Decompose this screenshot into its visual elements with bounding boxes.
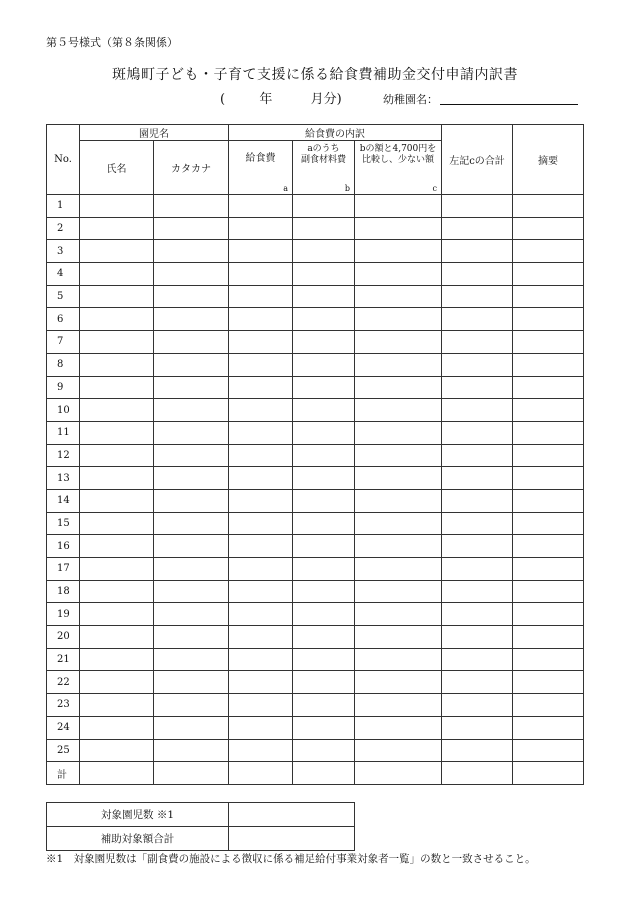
cell-kana[interactable]	[154, 444, 229, 467]
cell-remarks[interactable]	[513, 694, 584, 717]
cell-total-c[interactable]	[442, 603, 513, 626]
header-meal-fee	[229, 141, 293, 195]
cell-total-c[interactable]	[442, 716, 513, 739]
cell-meal-fee[interactable]	[229, 467, 293, 490]
lesser-line2: 比較し、少ない額	[362, 155, 435, 165]
cell-meal-fee[interactable]	[229, 421, 293, 444]
table-row	[47, 626, 584, 649]
cell-kana[interactable]	[154, 353, 229, 376]
cell-kana[interactable]	[154, 535, 229, 558]
period-year: 年	[259, 92, 273, 107]
cell-kana[interactable]	[154, 512, 229, 535]
row-no: 21	[47, 648, 80, 671]
table-row	[47, 580, 584, 603]
table-row	[47, 694, 584, 717]
cell-remarks[interactable]	[513, 739, 584, 762]
cell-lesser-amount[interactable]	[355, 353, 442, 376]
header-lesser-amount	[355, 141, 442, 195]
table-row	[47, 535, 584, 558]
cell-meal-fee[interactable]	[229, 671, 293, 694]
cell-name[interactable]	[80, 671, 154, 694]
cell-total-c[interactable]	[442, 671, 513, 694]
cell-side-dish[interactable]	[293, 376, 355, 399]
table-row	[47, 195, 584, 218]
cell-kana[interactable]	[154, 580, 229, 603]
cell-total-c[interactable]	[442, 285, 513, 308]
table-row	[47, 217, 584, 240]
cell-side-dish[interactable]	[293, 694, 355, 717]
table-row	[47, 399, 584, 422]
cell-side-dish[interactable]	[293, 626, 355, 649]
summary-table	[46, 802, 355, 851]
cell-total-c[interactable]	[442, 512, 513, 535]
cell-total-c[interactable]	[442, 444, 513, 467]
row-no: 5	[47, 285, 80, 308]
cell-total-c[interactable]	[442, 399, 513, 422]
cell-name[interactable]	[80, 694, 154, 717]
cell-meal-fee[interactable]	[229, 739, 293, 762]
target-children-label: 対象園児数 ※1	[47, 803, 229, 827]
cell-lesser-amount[interactable]	[355, 195, 442, 218]
cell-lesser-amount[interactable]	[355, 716, 442, 739]
row-no: 7	[47, 331, 80, 354]
cell-lesser-amount[interactable]	[355, 626, 442, 649]
cell-kana[interactable]	[154, 240, 229, 263]
row-no: 12	[47, 444, 80, 467]
cell-remarks[interactable]	[513, 376, 584, 399]
cell-total-c[interactable]	[442, 240, 513, 263]
cell-name[interactable]	[80, 716, 154, 739]
cell-meal-fee[interactable]	[229, 240, 293, 263]
row-no: 10	[47, 399, 80, 422]
cell-side-dish[interactable]	[293, 739, 355, 762]
table-row	[47, 376, 584, 399]
cell-total-c[interactable]	[442, 694, 513, 717]
table-row	[47, 421, 584, 444]
cell-kana[interactable]	[154, 648, 229, 671]
cell-lesser-amount[interactable]	[355, 603, 442, 626]
cell-lesser-amount[interactable]	[355, 240, 442, 263]
row-no: 4	[47, 263, 80, 286]
row-no: 17	[47, 558, 80, 581]
cell-lesser-amount[interactable]	[355, 263, 442, 286]
cell-side-dish[interactable]	[293, 535, 355, 558]
cell-name[interactable]	[80, 240, 154, 263]
cell-lesser-amount[interactable]	[355, 376, 442, 399]
cell-side-dish[interactable]	[293, 353, 355, 376]
cell-total-c[interactable]	[442, 626, 513, 649]
cell-total-c[interactable]	[442, 535, 513, 558]
table-row	[47, 353, 584, 376]
cell-meal-fee[interactable]	[229, 376, 293, 399]
cell-kana[interactable]	[154, 195, 229, 218]
cell-name[interactable]	[80, 512, 154, 535]
row-no: 13	[47, 467, 80, 490]
cell-lesser-amount[interactable]	[355, 580, 442, 603]
cell-side-dish[interactable]	[293, 308, 355, 331]
header-breakdown-group: 給食費の内訳	[229, 125, 442, 141]
cell-lesser-amount[interactable]	[355, 489, 442, 512]
table-row	[47, 603, 584, 626]
cell-remarks[interactable]	[513, 285, 584, 308]
cell-remarks[interactable]	[513, 263, 584, 286]
cell-kana[interactable]	[154, 376, 229, 399]
cell-meal-fee[interactable]	[229, 603, 293, 626]
table-row	[47, 671, 584, 694]
table-row	[47, 558, 584, 581]
cell-kana[interactable]	[154, 467, 229, 490]
row-no: 18	[47, 580, 80, 603]
cell-side-dish[interactable]	[293, 421, 355, 444]
cell-side-dish[interactable]	[293, 716, 355, 739]
meal-fee-letter: a	[283, 184, 288, 193]
cell-kana[interactable]	[154, 399, 229, 422]
cell-side-dish[interactable]	[293, 240, 355, 263]
header-name: 氏名	[80, 141, 154, 195]
row-no: 24	[47, 716, 80, 739]
cell-remarks[interactable]	[513, 489, 584, 512]
cell-kana[interactable]	[154, 603, 229, 626]
row-no: 23	[47, 694, 80, 717]
cell-side-dish[interactable]	[293, 558, 355, 581]
cell-remarks[interactable]	[513, 467, 584, 490]
cell-name[interactable]	[80, 558, 154, 581]
cell-name[interactable]	[80, 762, 154, 785]
cell-total-c[interactable]	[442, 558, 513, 581]
cell-kana[interactable]	[154, 489, 229, 512]
cell-total-c[interactable]	[442, 308, 513, 331]
cell-meal-fee[interactable]	[229, 716, 293, 739]
subsidy-total-value[interactable]	[229, 827, 355, 851]
cell-side-dish[interactable]	[293, 195, 355, 218]
lesser-line1: bの額と4,700円を	[359, 144, 437, 154]
cell-total-c[interactable]	[442, 648, 513, 671]
cell-name[interactable]	[80, 263, 154, 286]
cell-name[interactable]	[80, 353, 154, 376]
row-no: 9	[47, 376, 80, 399]
cell-name[interactable]	[80, 331, 154, 354]
cell-total-c[interactable]	[442, 195, 513, 218]
cell-lesser-amount[interactable]	[355, 444, 442, 467]
period-line	[220, 88, 342, 107]
cell-lesser-amount[interactable]	[355, 535, 442, 558]
row-no: 20	[47, 626, 80, 649]
footnote: ※1 対象園児数は「副食費の施設による徴収に係る補足給付事業対象者一覧」の数と一致させること。	[46, 853, 536, 865]
cell-lesser-amount[interactable]	[355, 671, 442, 694]
table-row	[47, 331, 584, 354]
cell-remarks[interactable]	[513, 558, 584, 581]
row-no: 3	[47, 240, 80, 263]
cell-name[interactable]	[80, 444, 154, 467]
cell-total-c[interactable]	[442, 421, 513, 444]
row-no: 22	[47, 671, 80, 694]
cell-meal-fee[interactable]	[229, 489, 293, 512]
cell-remarks[interactable]	[513, 399, 584, 422]
header-total-c: 左記cの合計	[442, 125, 513, 195]
cell-remarks[interactable]	[513, 195, 584, 218]
cell-kana[interactable]	[154, 331, 229, 354]
row-no: 15	[47, 512, 80, 535]
cell-kana[interactable]	[154, 308, 229, 331]
row-no: 25	[47, 739, 80, 762]
cell-side-dish[interactable]	[293, 467, 355, 490]
cell-remarks[interactable]	[513, 217, 584, 240]
row-no: 11	[47, 421, 80, 444]
cell-meal-fee[interactable]	[229, 263, 293, 286]
cell-total-c[interactable]	[442, 467, 513, 490]
cell-kana[interactable]	[154, 626, 229, 649]
header-child-group: 園児名	[80, 125, 229, 141]
cell-remarks[interactable]	[513, 716, 584, 739]
cell-lesser-amount[interactable]	[355, 648, 442, 671]
cell-kana[interactable]	[154, 694, 229, 717]
period-open: (	[220, 92, 226, 107]
cell-meal-fee[interactable]	[229, 217, 293, 240]
cell-meal-fee[interactable]	[229, 353, 293, 376]
cell-side-dish[interactable]	[293, 263, 355, 286]
table-row	[47, 739, 584, 762]
cell-remarks[interactable]	[513, 626, 584, 649]
cell-kana[interactable]	[154, 739, 229, 762]
cell-total-c[interactable]	[442, 217, 513, 240]
cell-kana[interactable]	[154, 716, 229, 739]
kindergarten-label: 幼稚園名：	[383, 93, 438, 106]
cell-meal-fee[interactable]	[229, 285, 293, 308]
cell-lesser-amount[interactable]	[355, 285, 442, 308]
cell-remarks[interactable]	[513, 421, 584, 444]
cell-side-dish[interactable]	[293, 762, 355, 785]
cell-side-dish[interactable]	[293, 399, 355, 422]
cell-total-c[interactable]	[442, 489, 513, 512]
cell-side-dish[interactable]	[293, 580, 355, 603]
row-no: 8	[47, 353, 80, 376]
cell-name[interactable]	[80, 285, 154, 308]
cell-name[interactable]	[80, 626, 154, 649]
cell-remarks[interactable]	[513, 535, 584, 558]
cell-kana[interactable]	[154, 217, 229, 240]
cell-meal-fee[interactable]	[229, 399, 293, 422]
target-children-value[interactable]	[229, 803, 355, 827]
table-row	[47, 308, 584, 331]
row-no: 19	[47, 603, 80, 626]
cell-name[interactable]	[80, 467, 154, 490]
cell-lesser-amount[interactable]	[355, 308, 442, 331]
cell-remarks[interactable]	[513, 512, 584, 535]
cell-total-c[interactable]	[442, 353, 513, 376]
cell-name[interactable]	[80, 376, 154, 399]
cell-side-dish[interactable]	[293, 331, 355, 354]
cell-meal-fee[interactable]	[229, 648, 293, 671]
cell-lesser-amount[interactable]	[355, 399, 442, 422]
cell-name[interactable]	[80, 195, 154, 218]
table-row	[47, 240, 584, 263]
table-row	[47, 263, 584, 286]
cell-meal-fee[interactable]	[229, 512, 293, 535]
cell-remarks[interactable]	[513, 444, 584, 467]
cell-side-dish[interactable]	[293, 648, 355, 671]
row-no: 16	[47, 535, 80, 558]
cell-remarks[interactable]	[513, 762, 584, 785]
side-dish-line2: 副食材料費	[300, 155, 346, 165]
header-kana: カタカナ	[154, 141, 229, 195]
cell-side-dish[interactable]	[293, 603, 355, 626]
subsidy-total-label: 補助対象額合計	[47, 827, 229, 851]
cell-kana[interactable]	[154, 762, 229, 785]
cell-meal-fee[interactable]	[229, 535, 293, 558]
cell-remarks[interactable]	[513, 603, 584, 626]
table-row	[47, 489, 584, 512]
cell-side-dish[interactable]	[293, 489, 355, 512]
kindergarten-name-field[interactable]	[440, 104, 578, 105]
row-no: 6	[47, 308, 80, 331]
cell-total-c[interactable]	[442, 263, 513, 286]
row-no: 14	[47, 489, 80, 512]
cell-lesser-amount[interactable]	[355, 558, 442, 581]
header-side-dish	[293, 141, 355, 195]
cell-name[interactable]	[80, 603, 154, 626]
cell-remarks[interactable]	[513, 648, 584, 671]
cell-remarks[interactable]	[513, 353, 584, 376]
table-row	[47, 444, 584, 467]
cell-name[interactable]	[80, 580, 154, 603]
cell-name[interactable]	[80, 399, 154, 422]
header-no: No.	[47, 125, 80, 195]
cell-meal-fee[interactable]	[229, 331, 293, 354]
cell-name[interactable]	[80, 217, 154, 240]
header-remarks: 摘要	[513, 125, 584, 195]
cell-lesser-amount[interactable]	[355, 762, 442, 785]
cell-lesser-amount[interactable]	[355, 739, 442, 762]
cell-kana[interactable]	[154, 421, 229, 444]
cell-lesser-amount[interactable]	[355, 421, 442, 444]
cell-name[interactable]	[80, 739, 154, 762]
cell-name[interactable]	[80, 489, 154, 512]
table-row	[47, 467, 584, 490]
cell-meal-fee[interactable]	[229, 694, 293, 717]
cell-remarks[interactable]	[513, 580, 584, 603]
cell-side-dish[interactable]	[293, 285, 355, 308]
cell-meal-fee[interactable]	[229, 444, 293, 467]
page-title: 斑鳩町子ども・子育て支援に係る給食費補助金交付申請内訳書	[112, 67, 518, 83]
cell-meal-fee[interactable]	[229, 626, 293, 649]
cell-kana[interactable]	[154, 671, 229, 694]
table-row	[47, 285, 584, 308]
cell-total-c[interactable]	[442, 739, 513, 762]
cell-name[interactable]	[80, 648, 154, 671]
cell-remarks[interactable]	[513, 240, 584, 263]
row-no: 計	[47, 762, 80, 785]
cell-meal-fee[interactable]	[229, 308, 293, 331]
cell-lesser-amount[interactable]	[355, 694, 442, 717]
cell-total-c[interactable]	[442, 376, 513, 399]
cell-name[interactable]	[80, 308, 154, 331]
cell-remarks[interactable]	[513, 671, 584, 694]
cell-name[interactable]	[80, 421, 154, 444]
breakdown-table	[46, 124, 584, 785]
cell-remarks[interactable]	[513, 308, 584, 331]
row-no: 1	[47, 195, 80, 218]
side-dish-line1: aのうち	[307, 144, 340, 154]
cell-meal-fee[interactable]	[229, 762, 293, 785]
table-row	[47, 648, 584, 671]
cell-lesser-amount[interactable]	[355, 512, 442, 535]
cell-lesser-amount[interactable]	[355, 467, 442, 490]
cell-total-c[interactable]	[442, 580, 513, 603]
cell-meal-fee[interactable]	[229, 558, 293, 581]
cell-side-dish[interactable]	[293, 217, 355, 240]
form-number: 第５号様式（第８条関係）	[46, 36, 178, 49]
cell-meal-fee[interactable]	[229, 195, 293, 218]
cell-total-c[interactable]	[442, 331, 513, 354]
cell-name[interactable]	[80, 535, 154, 558]
row-no: 2	[47, 217, 80, 240]
cell-remarks[interactable]	[513, 331, 584, 354]
cell-lesser-amount[interactable]	[355, 331, 442, 354]
table-row	[47, 512, 584, 535]
cell-lesser-amount[interactable]	[355, 217, 442, 240]
cell-kana[interactable]	[154, 285, 229, 308]
cell-side-dish[interactable]	[293, 512, 355, 535]
period-month: 月分)	[310, 92, 342, 107]
table-row	[47, 762, 584, 785]
lesser-letter: c	[432, 184, 438, 193]
cell-kana[interactable]	[154, 558, 229, 581]
cell-side-dish[interactable]	[293, 444, 355, 467]
cell-side-dish[interactable]	[293, 671, 355, 694]
side-dish-letter: b	[344, 184, 350, 193]
table-row	[47, 716, 584, 739]
cell-kana[interactable]	[154, 263, 229, 286]
cell-total-c[interactable]	[442, 762, 513, 785]
meal-fee-label: 給食費	[245, 153, 276, 164]
cell-meal-fee[interactable]	[229, 580, 293, 603]
